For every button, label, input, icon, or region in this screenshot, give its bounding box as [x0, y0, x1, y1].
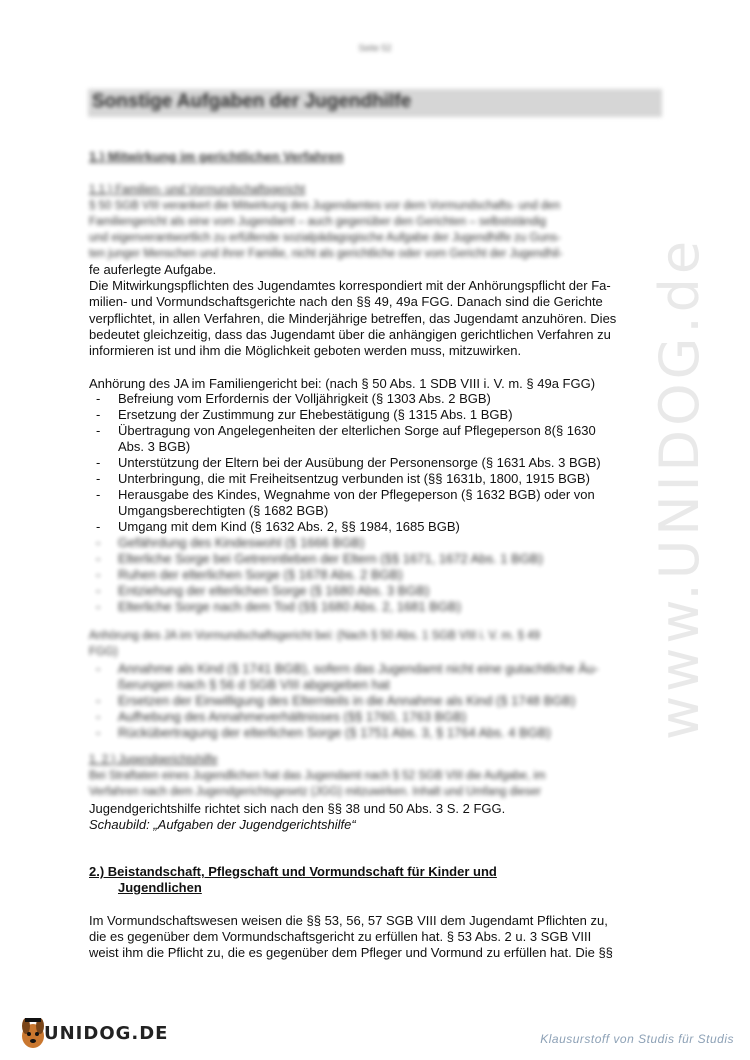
section1-heading: 1.) Mitwirkung im gerichtlichen Verfahren [89, 149, 344, 164]
list-item: Ersetzen der Einwilligung des Elternteils in die Annahme als Kind (§ 1748 BGB) [118, 693, 576, 708]
guardianship-intro: Anhörung des JA im Vormundschaftsgericht bei: (Nach § 50 Abs. 1 SGB VIII i. V. m. § 49 FGG) [89, 630, 540, 658]
list-item: Aufhebung des Annahmeverhältnisses (§§ 1760, 1763 BGB) [118, 709, 467, 724]
list-item: Elterliche Sorge bei Getrenntleben der Eltern (§§ 1671, 1672 Abs. 1 BGB) [118, 551, 543, 566]
list-item: Elterliche Sorge nach dem Tod (§§ 1680 Abs. 2, 1681 BGB) [118, 599, 462, 614]
list-item: Befreiung vom Erfordernis der Volljährigkeit (§ 1303 Abs. 2 BGB) [118, 391, 491, 406]
footer-logo: UNIDOG.DE [44, 1023, 169, 1044]
subsection-heading: 1.1.) Familien- und Vormundschaftsgericht [89, 184, 306, 196]
list-item: Rückübertragung der elterlichen Sorge (§ 1751 Abs. 3, § 1764 Abs. 4 BGB) [118, 725, 551, 740]
list-item-continuation: Abs. 3 BGB) [118, 439, 191, 454]
watermark: www.UNIDOG.de [648, 236, 711, 740]
list-item-continuation: ßerungen nach § 56 d SGB VIII abgegeben hat [118, 677, 390, 692]
list-item: Ruhen der elterlichen Sorge (§ 1678 Abs. 2 BGB) [118, 567, 403, 582]
section2-heading: 2.) Beistandschaft, Pflegschaft und Vormundschaft für Kinder und Jugendlichen [89, 864, 497, 896]
list-item: Ersetzung der Zustimmung zur Ehebestätigung (§ 1315 Abs. 1 BGB) [118, 407, 513, 422]
page-number: Seite 52 [358, 43, 392, 53]
list-item-continuation: Umgangsberechtigten (§ 1682 BGB) [118, 503, 329, 518]
list-item: Übertragung von Angelegenheiten der elterlichen Sorge auf Pflegeperson 8(§ 1630 [118, 423, 596, 438]
list-item: Annahme als Kind (§ 1741 BGB), sofern das Jugendamt nicht eine gutachtliche Äu- [118, 661, 599, 676]
list-item: Umgang mit dem Kind (§ 1632 Abs. 2, §§ 1984, 1685 BGB) [118, 519, 460, 534]
juvenile-line: Jugendgerichtshilfe richtet sich nach den §§ 38 und 50 Abs. 3 S. 2 FGG. [89, 801, 506, 816]
section2-paragraph: Im Vormundschaftswesen weisen die §§ 53, 56, 57 SGB VIII dem Jugendamt Pflichten zu, die es gegenüber dem Vormundschaftsgericht zu erfüllen hat. § 53 Abs. 2 u. 3 SGB VIII weist ihm die Pflicht zu, die es gegenüber dem Pfleger und Vormund zu erfüllen hat. Die §§ [89, 913, 613, 961]
subsection-heading-2: 1. 2.) Jugendgerichtshilfe [89, 754, 218, 766]
list-item: Gefährdung des Kindeswohl (§ 1666 BGB) [118, 535, 365, 550]
schaubild: Schaubild: „Aufgaben der Jugendgerichtshilfe“ [89, 817, 356, 832]
blurred-paragraph: § 50 SGB VIII verankert die Mitwirkung des Jugendamtes vor dem Vormundschafts- und den Familiengericht als eine vom Jugendamt – auch gegenüber den Gerichten – selbstständig und eigenverantwortlich zu erfüllende sozialpädagogische Aufgabe der Jugendhilfe zu Guns- ten junger Menschen und ihrer Familie, nicht als gerichtliche oder vom Gericht der Jugendhil- [89, 200, 563, 260]
intro-paragraph: fe auferlegte Aufgabe. Die Mitwirkungspflichten des Jugendamtes korrespondiert mit der Anhörungspflicht der Fa- milien- und Vormundschaftsgerichte nach den §§ 49, 49a FGG. Danach sind die Gerichte verpflichtet, in allen Verfahren, die Minderjährige betreffen, das Jugendamt anzuhören. Dies bedeutet gleichzeitig, dass das Jugendamt über die anhängigen gerichtlichen Verfahren zu informieren ist und ihm die Möglichkeit geboten werden muss, mitzuwirken. [89, 262, 617, 359]
footer-tagline: Klausurstoff von Studis für Studis [540, 1032, 734, 1046]
juvenile-blurred: Bei Straftaten eines Jugendlichen hat das Jugendamt nach § 52 SGB VIII die Aufgabe, im Verfahren nach dem Jugendgerichtsgesetz (JGG) mitzuwirken. Inhalt und Umfang dieser [89, 770, 546, 798]
list-item: Herausgabe des Kindes, Wegnahme von der Pflegeperson (§ 1632 BGB) oder von [118, 487, 595, 502]
list-item: Entziehung der elterlichen Sorge (§ 1680 Abs. 3 BGB) [118, 583, 430, 598]
list-item: Unterstützung der Eltern bei der Ausübung der Personensorge (§ 1631 Abs. 3 BGB) [118, 455, 601, 470]
page-title: Sonstige Aufgaben der Jugendhilfe [92, 91, 412, 112]
family-court-intro: Anhörung des JA im Familiengericht bei: (nach § 50 Abs. 1 SDB VIII i. V. m. § 49a FGG) [89, 376, 596, 391]
list-item: Unterbringung, die mit Freiheitsentzug verbunden ist (§§ 1631b, 1800, 1915 BGB) [118, 471, 590, 486]
